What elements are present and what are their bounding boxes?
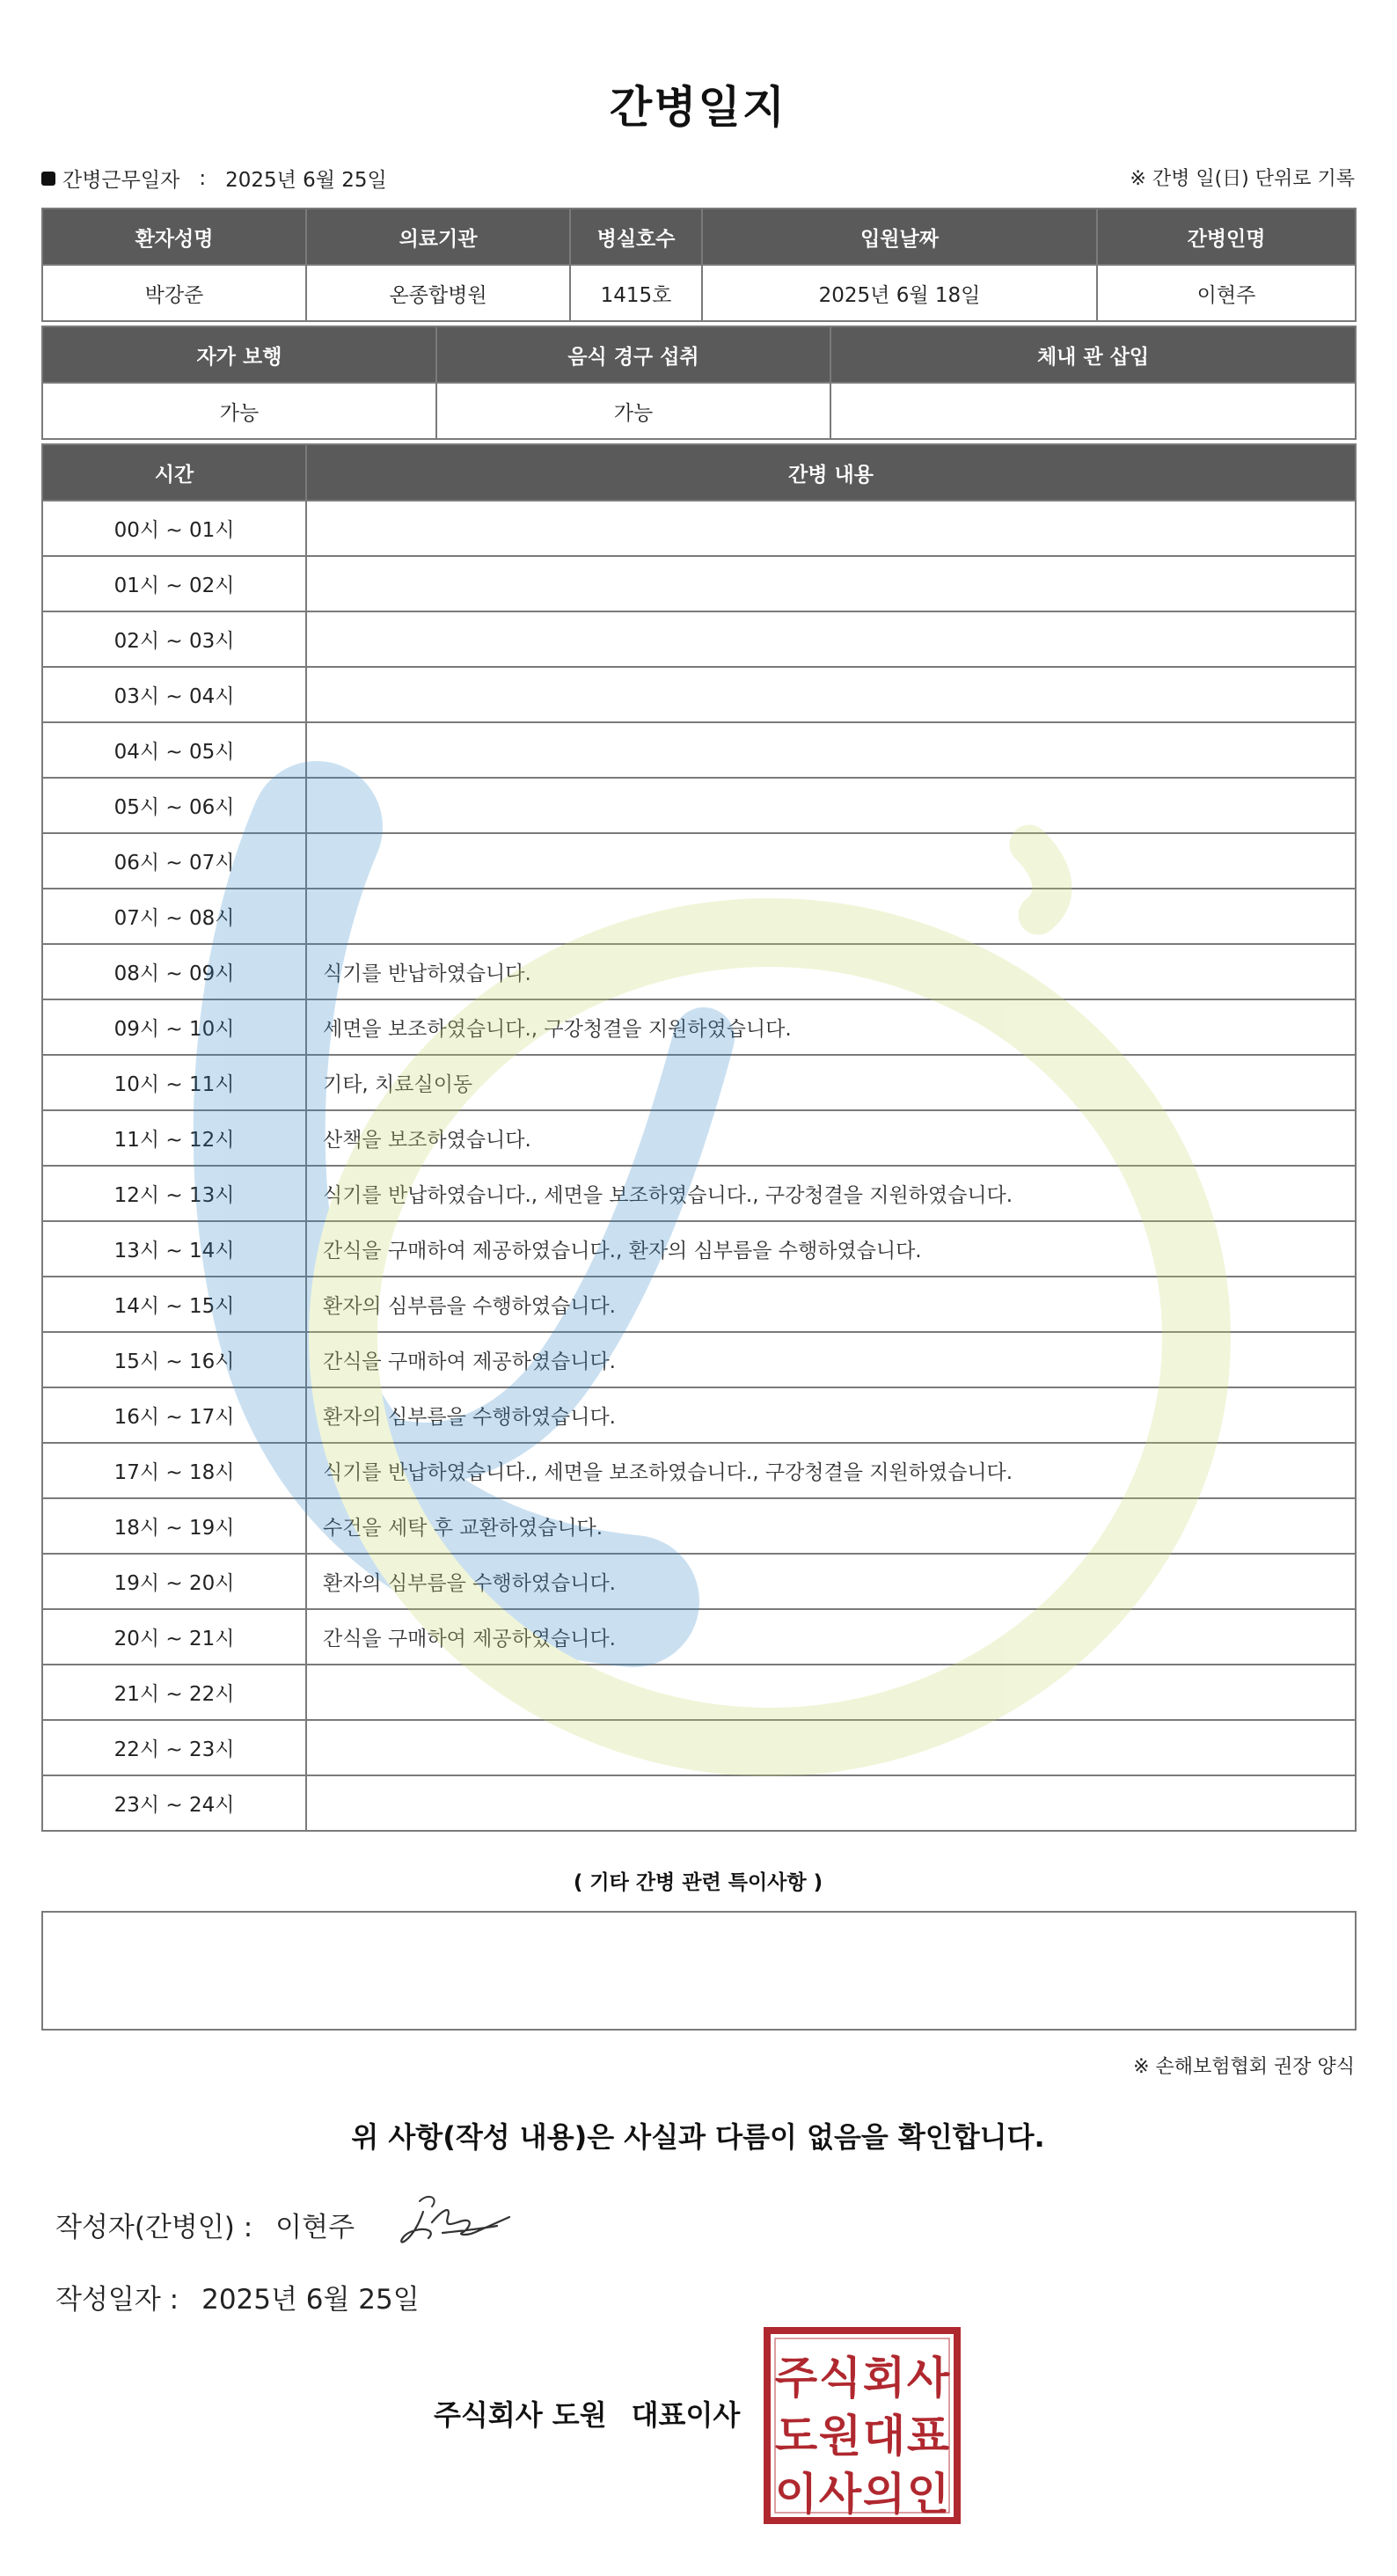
header-care-content: 간병 내용: [306, 444, 1356, 501]
work-date-label: 간병근무일자: [62, 169, 180, 192]
seal-character: 사: [906, 2353, 950, 2404]
care-content-cell: [306, 1720, 1356, 1775]
care-content-cell: 환자의 심부름을 수행하였습니다.: [306, 1554, 1356, 1609]
care-content-cell: 수건을 세탁 후 교환하였습니다.: [306, 1498, 1356, 1554]
meta-row: [41, 164, 1355, 194]
patient-name-cell: 박강준: [42, 265, 306, 321]
care-time-cell: 15시 ~ 16시: [42, 1332, 306, 1387]
care-log-row: [42, 1554, 1356, 1609]
care-content-cell: 환자의 심부름을 수행하였습니다.: [306, 1277, 1356, 1332]
care-log-row: [42, 1665, 1356, 1720]
care-content-cell: [306, 833, 1356, 889]
header-caregiver-name: 간병인명: [1097, 209, 1356, 265]
care-content-cell: 환자의 심부름을 수행하였습니다.: [306, 1387, 1356, 1443]
header-room-number: 병실호수: [570, 209, 702, 265]
care-content-cell: 간식을 구매하여 제공하였습니다.: [306, 1332, 1356, 1387]
care-log-row: [42, 722, 1356, 778]
care-time-cell: 11시 ~ 12시: [42, 1110, 306, 1166]
seal-character: 사: [818, 2469, 862, 2520]
care-log-row: [42, 1443, 1356, 1498]
header-admission-date: 입원날짜: [702, 209, 1097, 265]
written-date-label: 작성일자 :: [55, 2284, 179, 2316]
care-content-cell: 간식을 구매하여 제공하였습니다.: [306, 1609, 1356, 1665]
patient-status-table: [41, 326, 1357, 440]
care-time-cell: 08시 ~ 09시: [42, 944, 306, 999]
care-time-cell: 01시 ~ 02시: [42, 556, 306, 611]
care-log-rows: [42, 501, 1356, 1831]
care-log-row: [42, 1277, 1356, 1332]
seal-character: 인: [906, 2469, 950, 2520]
care-time-cell: 09시 ~ 10시: [42, 999, 306, 1055]
care-time-cell: 14시 ~ 15시: [42, 1277, 306, 1332]
care-time-cell: 20시 ~ 21시: [42, 1609, 306, 1665]
care-time-cell: 12시 ~ 13시: [42, 1166, 306, 1221]
care-log-row: [42, 611, 1356, 667]
seal-character: 도: [774, 2411, 818, 2462]
care-time-cell: 22시 ~ 23시: [42, 1720, 306, 1775]
care-content-cell: 세면을 보조하였습니다., 구강청결을 지원하였습니다.: [306, 999, 1356, 1055]
care-log-row: [42, 1609, 1356, 1665]
company-line: [434, 2393, 740, 2433]
seal-character: 식: [818, 2353, 862, 2404]
unit-note: ※ 간병 일(日) 단위로 기록: [1130, 168, 1355, 190]
care-time-cell: 05시 ~ 06시: [42, 778, 306, 833]
header-patient-name: 환자성명: [42, 209, 306, 265]
care-time-cell: 03시 ~ 04시: [42, 667, 306, 722]
care-content-cell: [306, 501, 1356, 556]
care-log-row: [42, 1332, 1356, 1387]
writer-line: [55, 2205, 355, 2244]
seal-character: 회: [862, 2353, 906, 2404]
hospital-cell: 온종합병원: [306, 265, 570, 321]
header-oral-intake: 음식 경구 섭취: [436, 326, 830, 383]
work-date-block: [41, 164, 387, 193]
care-log-row: [42, 1498, 1356, 1554]
care-log-row: [42, 667, 1356, 722]
caregiver-name-cell: 이현주: [1097, 265, 1356, 321]
writer-name: 이현주: [275, 2212, 355, 2243]
care-time-cell: 18시 ~ 19시: [42, 1498, 306, 1554]
written-date-line: [55, 2277, 420, 2316]
care-log-row: [42, 999, 1356, 1055]
tube-insertion-cell: [830, 383, 1356, 439]
care-time-cell: 04시 ~ 05시: [42, 722, 306, 778]
header-self-walking: 자가 보행: [42, 326, 436, 383]
admission-date-cell: 2025년 6월 18일: [702, 265, 1097, 321]
care-content-cell: 산책을 보조하였습니다.: [306, 1110, 1356, 1166]
seal-character: 표: [906, 2411, 950, 2462]
care-content-cell: 식기를 반납하였습니다., 세면을 보조하였습니다., 구강청결을 지원하였습니다.: [306, 1443, 1356, 1498]
signature-image: [393, 2185, 516, 2256]
seal-character: 의: [862, 2469, 906, 2520]
recommend-note: ※ 손해보험협회 권장 양식: [1133, 2056, 1355, 2078]
care-log-row: [42, 889, 1356, 944]
seal-character: 이: [774, 2469, 818, 2520]
special-notes-box: [41, 1911, 1357, 2031]
care-log-row: [42, 1055, 1356, 1110]
care-time-cell: 17시 ~ 18시: [42, 1443, 306, 1498]
patient-info-table: [41, 208, 1357, 322]
work-date-value: 2025년 6월 25일: [225, 169, 387, 192]
work-date-separator: :: [199, 166, 207, 190]
care-content-cell: [306, 778, 1356, 833]
care-content-cell: [306, 722, 1356, 778]
care-content-cell: 식기를 반납하였습니다.: [306, 944, 1356, 999]
care-content-cell: [306, 556, 1356, 611]
seal-character: 주: [774, 2353, 818, 2404]
care-content-cell: [306, 611, 1356, 667]
care-log-row: [42, 1166, 1356, 1221]
room-number-cell: 1415호: [570, 265, 702, 321]
care-log-row: [42, 556, 1356, 611]
care-time-cell: 16시 ~ 17시: [42, 1387, 306, 1443]
care-log-row: [42, 1387, 1356, 1443]
care-time-cell: 06시 ~ 07시: [42, 833, 306, 889]
care-content-cell: 식기를 반납하였습니다., 세면을 보조하였습니다., 구강청결을 지원하였습니다.: [306, 1166, 1356, 1221]
care-content-cell: [306, 1665, 1356, 1720]
oral-intake-cell: 가능: [436, 383, 830, 439]
self-walking-cell: 가능: [42, 383, 436, 439]
care-log-row: [42, 1720, 1356, 1775]
header-time: 시간: [42, 444, 306, 501]
care-content-cell: 간식을 구매하여 제공하였습니다., 환자의 심부름을 수행하였습니다.: [306, 1221, 1356, 1277]
care-log-row: [42, 778, 1356, 833]
care-time-cell: 07시 ~ 08시: [42, 889, 306, 944]
care-log-row: [42, 1775, 1356, 1831]
care-log-row: [42, 833, 1356, 889]
care-log-table: [41, 443, 1357, 1832]
care-time-cell: 19시 ~ 20시: [42, 1554, 306, 1609]
care-time-cell: 23시 ~ 24시: [42, 1775, 306, 1831]
company-name: 주식회사 도원: [434, 2398, 607, 2432]
header-hospital: 의료기관: [306, 209, 570, 265]
seal-character: 원: [818, 2411, 862, 2462]
writer-label: 작성자(간병인) :: [55, 2212, 253, 2243]
seal-character: 대: [862, 2411, 906, 2462]
company-title: 대표이사: [631, 2398, 741, 2432]
care-content-cell: [306, 1775, 1356, 1831]
care-time-cell: 10시 ~ 11시: [42, 1055, 306, 1110]
square-bullet-icon: [41, 172, 55, 186]
written-date-value: 2025년 6월 25일: [201, 2284, 420, 2316]
care-content-cell: [306, 667, 1356, 722]
care-log-row: [42, 1221, 1356, 1277]
confirmation-statement: 위 사항(작성 내용)은 사실과 다름이 없음을 확인합니다.: [351, 2120, 1045, 2154]
care-time-cell: 00시 ~ 01시: [42, 501, 306, 556]
page-title: 간병일지: [609, 82, 787, 133]
care-content-cell: 기타, 치료실이동: [306, 1055, 1356, 1110]
care-time-cell: 13시 ~ 14시: [42, 1221, 306, 1277]
company-seal-stamp: [763, 2326, 962, 2525]
care-log-row: [42, 1110, 1356, 1166]
care-time-cell: 21시 ~ 22시: [42, 1665, 306, 1720]
header-tube-insertion: 체내 관 삽입: [830, 326, 1356, 383]
care-log-row: [42, 501, 1356, 556]
care-time-cell: 02시 ~ 03시: [42, 611, 306, 667]
care-log-row: [42, 944, 1356, 999]
care-content-cell: [306, 889, 1356, 944]
special-notes-title: ( 기타 간병 관련 특이사항 ): [573, 1871, 823, 1894]
